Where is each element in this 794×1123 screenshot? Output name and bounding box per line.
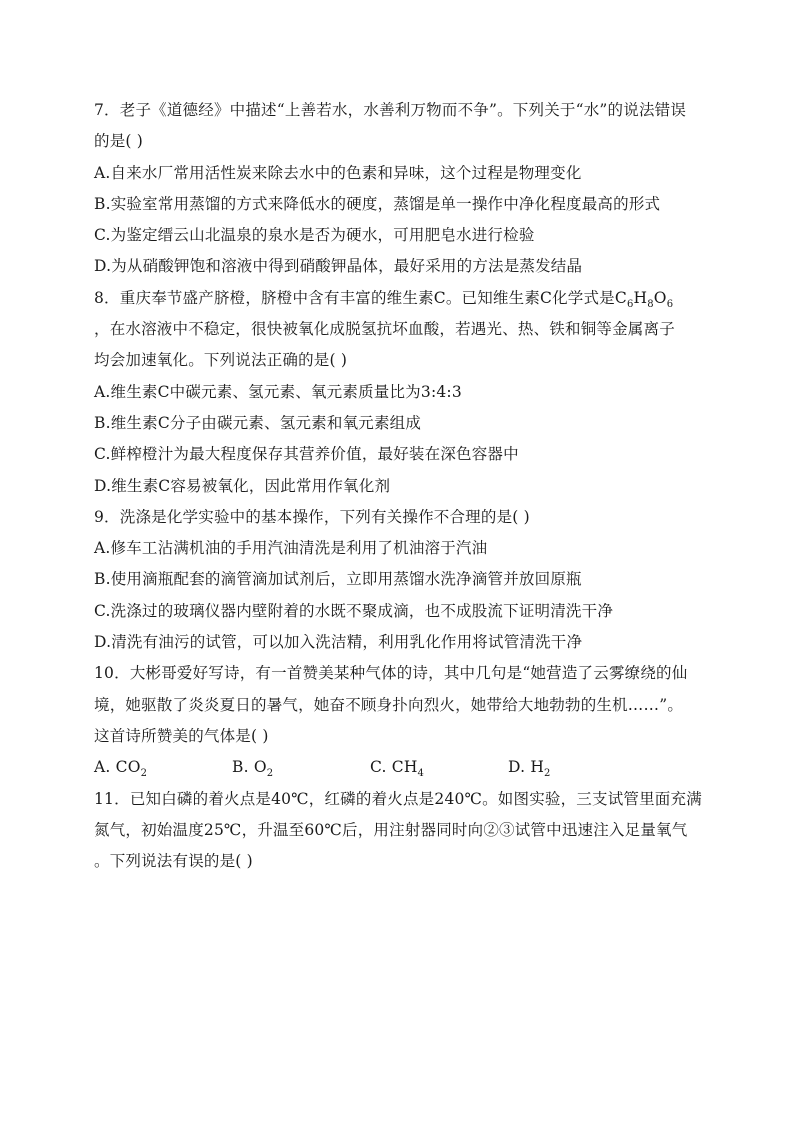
option-c[interactable]: C.为鉴定缙云山北温泉的泉水是否为硬水，可用肥皂水进行检验 bbox=[94, 226, 535, 245]
option-d[interactable] bbox=[508, 752, 628, 783]
option-a[interactable] bbox=[94, 752, 232, 783]
question-stem: 境，她驱散了炎炎夏日的暑气，她奋不顾身扑向烈火，她带给大地勃勃的生机……”。 bbox=[94, 695, 684, 714]
option-d[interactable]: D.清洗有油污的试管，可以加入洗洁精，利用乳化作用将试管清洗干净 bbox=[94, 633, 583, 652]
question-stem: 7．老子《道德经》中描述“上善若水，水善利万物而不争”。下列关于“水”的说法错误 bbox=[94, 101, 687, 119]
question-stem: ，在水溶液中不稳定，很快被氧化成脱氢抗坏血酸，若遇光、热、铁和铜等金属离子 bbox=[94, 320, 675, 339]
question-stem: 这首诗所赞美的气体是( ) bbox=[94, 726, 269, 745]
option-c[interactable]: C.洗涤过的玻璃仪器内壁附着的水既不聚成滴，也不成股流下证明清洗干净 bbox=[94, 601, 614, 620]
option-label: D. H bbox=[508, 758, 545, 777]
subscript: 2 bbox=[266, 768, 274, 780]
option-d[interactable]: D.维生素C容易被氧化，因此常用作氧化剂 bbox=[94, 476, 391, 495]
subscript: 4 bbox=[417, 768, 425, 780]
option-label: C. CH bbox=[370, 758, 418, 777]
options-row bbox=[94, 752, 704, 783]
exam-page bbox=[94, 95, 704, 877]
option-label: B. O bbox=[232, 758, 267, 777]
option-a[interactable]: A.维生素C中碳元素、氢元素、氧元素质量比为3:4:3 bbox=[94, 382, 462, 401]
question-stem bbox=[94, 283, 704, 314]
question-7 bbox=[94, 95, 704, 283]
subscript: 6 bbox=[626, 298, 634, 310]
option-b[interactable]: B.实验室常用蒸馏的方式来降低水的硬度，蒸馏是单一操作中净化程度最高的形式 bbox=[94, 194, 661, 213]
chemical-formula bbox=[614, 288, 674, 310]
question-9 bbox=[94, 502, 704, 658]
option-d[interactable]: D.为从硝酸钾饱和溶液中得到硝酸钾晶体，最好采用的方法是蒸发结晶 bbox=[94, 257, 583, 276]
option-b[interactable]: B.使用滴瓶配套的滴管滴加试剂后，立即用蒸馏水洗净滴管并放回原瓶 bbox=[94, 570, 582, 589]
option-b[interactable]: B.维生素C分子由碳元素、氢元素和氧元素组成 bbox=[94, 413, 422, 432]
question-stem: 11．已知白磷的着火点是40℃，红磷的着火点是240℃。如图实验，三支试管里面充满 bbox=[94, 789, 702, 808]
question-stem: 10．大彬哥爱好写诗，有一首赞美某种气体的诗，其中几句是“她营造了云雾缭绕的仙 bbox=[94, 664, 688, 683]
question-stem: 的是( ) bbox=[94, 132, 144, 151]
option-label: A. CO bbox=[94, 758, 141, 777]
option-a[interactable]: A.修车工沾满机油的手用汽油清洗是利用了机油溶于汽油 bbox=[94, 539, 488, 558]
element-symbol: O bbox=[653, 288, 667, 307]
option-b[interactable] bbox=[232, 752, 370, 783]
option-c[interactable]: C.鲜榨橙汁为最大程度保存其营养价值，最好装在深色容器中 bbox=[94, 445, 519, 464]
question-stem-text: 8．重庆奉节盛产脐橙，脐橙中含有丰富的维生素C。已知维生素C化学式是 bbox=[94, 288, 615, 307]
question-stem: 氮气，初始温度25℃，升温至60℃后，用注射器同时向②③试管中迅速注入足量氧气 bbox=[94, 820, 688, 839]
element-symbol: C bbox=[614, 288, 627, 307]
option-c[interactable] bbox=[370, 752, 508, 783]
subscript: 2 bbox=[544, 768, 551, 780]
subscript: 6 bbox=[666, 298, 674, 310]
subscript: 8 bbox=[647, 298, 654, 310]
element-symbol: H bbox=[633, 288, 648, 307]
option-a[interactable]: A.自来水厂常用活性炭来除去水中的色素和异味，这个过程是物理变化 bbox=[94, 163, 582, 182]
question-8 bbox=[94, 283, 704, 502]
question-10 bbox=[94, 658, 704, 783]
question-stem: 9．洗涤是化学实验中的基本操作，下列有关操作不合理的是( ) bbox=[94, 507, 530, 526]
question-stem: 均会加速氧化。下列说法正确的是( ) bbox=[94, 351, 348, 370]
question-stem: 。下列说法有误的是( ) bbox=[94, 852, 253, 871]
subscript: 2 bbox=[140, 768, 148, 780]
question-11 bbox=[94, 784, 704, 878]
